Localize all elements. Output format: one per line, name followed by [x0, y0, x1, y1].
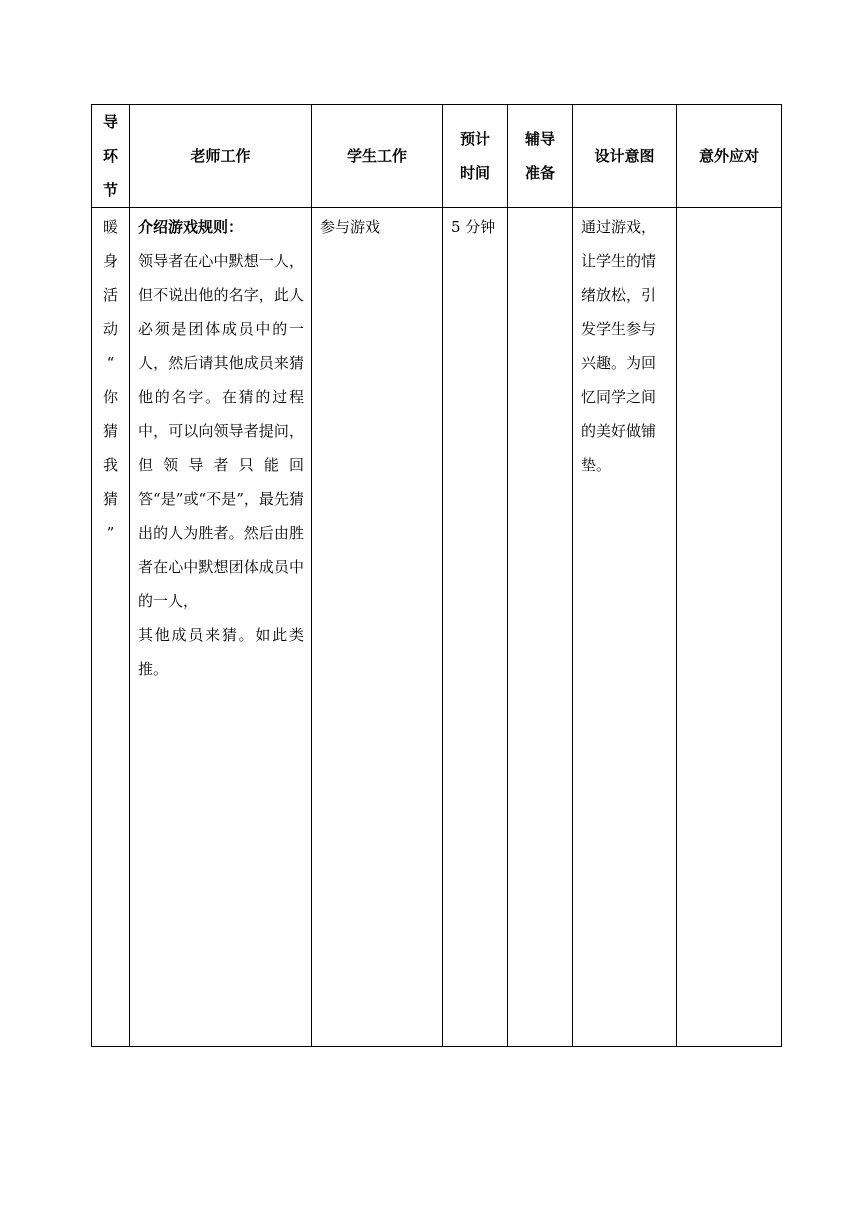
header-stage-char: 导: [102, 113, 118, 131]
header-prep: [508, 105, 573, 208]
cell-design: [573, 208, 677, 1047]
stage-char: ”: [106, 524, 115, 542]
header-student: 学生工作: [312, 105, 443, 208]
header-time: [443, 105, 508, 208]
stage-char: 动: [102, 320, 118, 338]
header-stage-char: 节: [102, 181, 118, 199]
header-row: [92, 105, 782, 208]
cell-teacher: [130, 208, 312, 1047]
stage-char: 身: [102, 252, 118, 270]
teacher-body: 领导者在心中默想一人，但不说出他的名字，此人必须是团体成员中的一人，然后请其他成员来猜他的名字。在猜的过程中，可以向领导者提问，但领导者只能回答“是”或“不是”，最先猜出的人为胜者。然后由胜者在心中默想团体成员中的一人，: [138, 252, 304, 610]
stage-char: 活: [102, 286, 118, 304]
header-prep-line: 准备: [524, 164, 555, 182]
stage-char: 猜: [102, 490, 118, 508]
header-design: 设计意图: [573, 105, 677, 208]
lesson-plan-table: [91, 104, 782, 1047]
cell-prep: [508, 208, 573, 1047]
cell-time: 5 分钟: [443, 208, 508, 1047]
header-time-line: 时间: [459, 164, 490, 182]
cell-contingency: [677, 208, 782, 1047]
stage-char: 我: [102, 456, 118, 474]
header-teacher: 老师工作: [130, 105, 312, 208]
stage-vertical-text: [92, 208, 129, 550]
stage-char: 暖: [102, 218, 118, 236]
teacher-lead: 介绍游戏规则：: [138, 218, 244, 236]
stage-char: 你: [102, 388, 118, 406]
header-stage-char: 环: [102, 147, 118, 165]
activity-row: [92, 208, 782, 1047]
header-contingency: 意外应对: [677, 105, 782, 208]
design-text: 通过游戏，让学生的情绪放松，引发学生参与兴趣。为回忆同学之间的美好做铺垫。: [581, 218, 657, 474]
header-prep-line: 辅导: [524, 130, 555, 148]
stage-char: “: [106, 354, 115, 372]
header-time-line: 预计: [459, 130, 490, 148]
header-stage: [92, 105, 130, 208]
teacher-tail: 其他成员来猜。如此类推。: [138, 626, 304, 678]
cell-stage: [92, 208, 130, 1047]
cell-student: 参与游戏: [312, 208, 443, 1047]
stage-char: 猜: [102, 422, 118, 440]
